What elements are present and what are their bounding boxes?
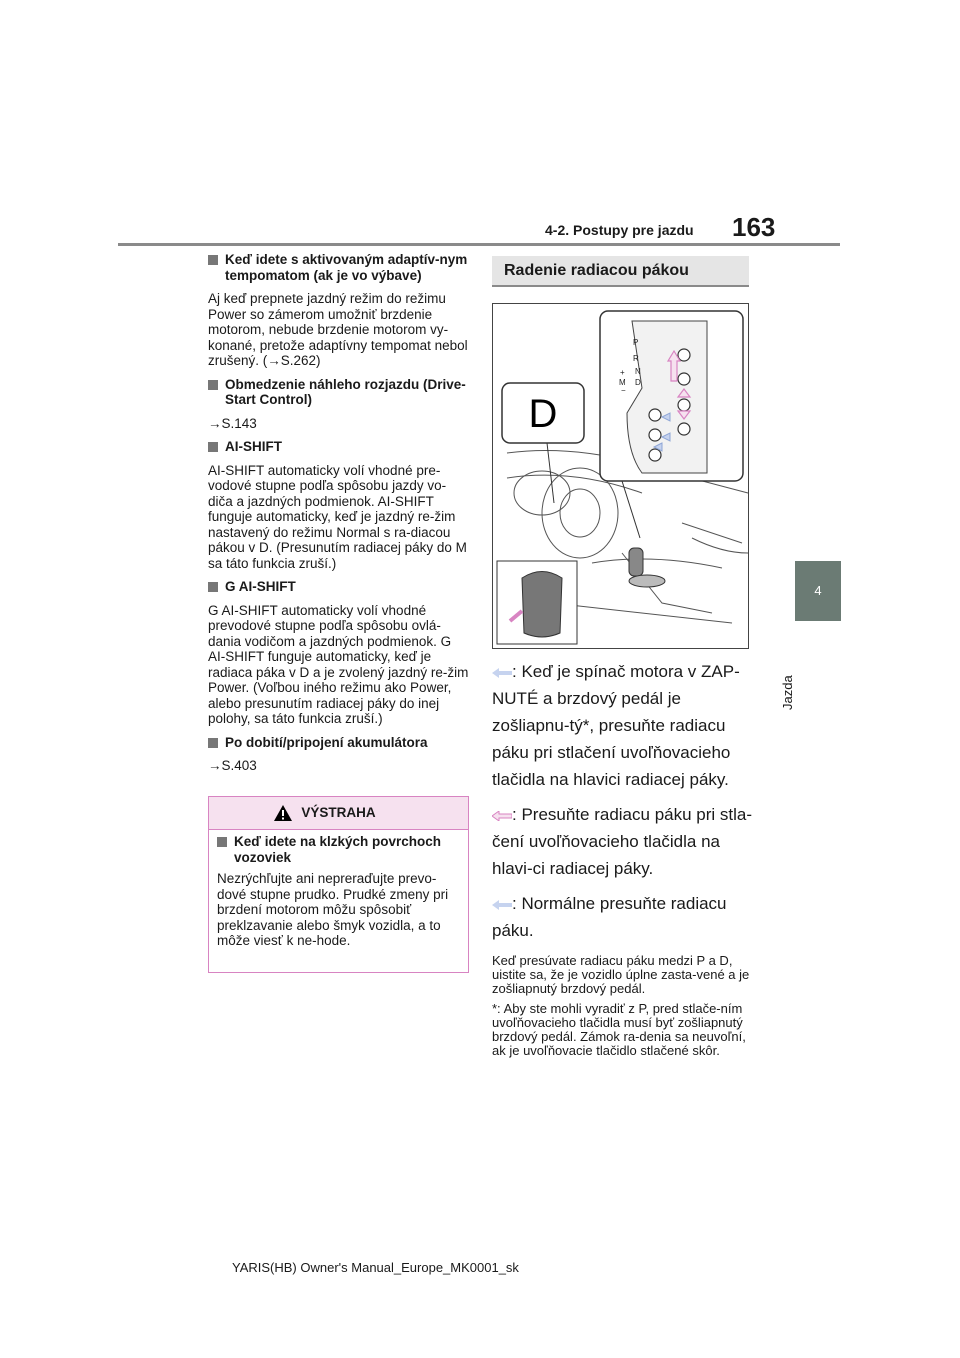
arrow-blue-icon [492,668,512,678]
shift-lever-illustration [492,303,749,649]
section-title: 4-2. Postupy pre jazdu [545,222,694,238]
footer: YARIS(HB) Owner's Manual_Europe_MK0001_sk [232,1260,519,1275]
ref-drive-start[interactable]: →S.143 [208,415,257,431]
right-column [492,658,754,1058]
svg-text:−: − [621,386,626,395]
arrow-light-blue-icon [492,900,512,910]
svg-text:M: M [619,378,626,387]
svg-text:R: R [633,354,639,363]
warning-box [208,796,469,973]
instruction-1: : Keď je spínač motora v ZAP-NUTÉ a brzdový pedál je zošliapnu-tý*, presuňte radiacu páku pri stlačení uvoľňovacieho tlačidla na hlavici radiacej páky. [492,662,740,789]
heading-acc: Keď idete s aktivovaným adaptív-nym tempomatom (ak je vo výbave) [208,252,470,283]
gear-letter-callout: D [528,392,558,436]
para-acc: Aj keď prepnete jazdný režim do režimu Power so zámerom umožniť brzdenie motorom, nebude brzdenie motorom vy-konané, pretože adaptívny tempomat nebol zrušený. (→S.262) [208,291,468,368]
chapter-label: Jazda [780,675,795,710]
warning-header [209,797,468,830]
warning-text: Nezrýchľujte ani nepreraďujte prevo-dové stupne prudko. Prudké zmeny pri brzdení motorom môžu spôsobiť preklzavanie alebo šmyk vozidla, a to môže viesť k ne-hode. [217,871,449,948]
warning-icon [273,804,293,822]
left-column [208,252,470,782]
chapter-tab[interactable]: 4 [795,561,841,621]
svg-text:N: N [635,367,641,376]
svg-text:+: + [620,368,625,377]
shift-note: Keď presúvate radiacu páku medzi P a D, uistite sa, že je vozidlo úplne zasta-vené a je zošliapnutý brzdový pedál. [492,953,750,996]
warning-title: VÝSTRAHA [301,805,376,820]
page-number: 163 [732,212,776,242]
footnote: *: Aby ste mohli vyradiť z P, pred stlače-ním uvoľňovacieho tlačidla musí byť zošliapnutý brzdový pedál. Zámok ra-denia sa neuvoľní, ak je uvoľňovacie tlačidlo stlačené skôr. [492,1001,746,1058]
header-divider [118,243,840,246]
instruction-3: : Normálne presuňte radiacu páku. [492,894,727,940]
heading-drive-start: Obmedzenie náhleho rozjazdu (Drive-Start Control) [208,377,470,408]
instruction-2: : Presuňte radiacu páku pri stla-čení uvoľňovacieho tlačidla na hlavi-ci radiacej páky. [492,805,753,878]
ref-battery[interactable]: →S.403 [208,758,257,773]
arrow-pink-icon [492,811,512,821]
para-g-ai-shift: G AI-SHIFT automaticky volí vhodné prevodové stupne podľa spôsobu ovlá-dania vodičom a jazdných podmienok. G AI-SHIFT funguje automaticky, keď je radiaca páka v D a je zvolený jazdný re-žim Power. (Voľbou iného režimu ako Power, alebo presunutím radiacej páky do inej polohy, sa táto funkcia zruší.) [208,602,469,726]
svg-text:P: P [633,338,639,347]
heading-ai-shift: AI-SHIFT [208,439,470,455]
svg-text:D: D [635,378,641,387]
heading-g-ai-shift: G AI-SHIFT [208,579,470,595]
heading-battery: Po dobití/pripojení akumulátora [208,735,470,751]
para-ai-shift: AI-SHIFT automaticky volí vhodné pre-vodové stupne podľa spôsobu jazdy vo-diča a jazdných podmienok. AI-SHIFT funguje automaticky, keď je jazdný re-žim nastavený do režimu Normal s ra-diacou pákou v D. (Presunutím radiacej páky do M sa táto funkcia zruší.) [208,462,467,571]
warning-heading: Keď idete na klzkých povrchoch vozoviek [217,834,460,865]
section-heading: Radenie radiacou pákou [492,256,749,287]
